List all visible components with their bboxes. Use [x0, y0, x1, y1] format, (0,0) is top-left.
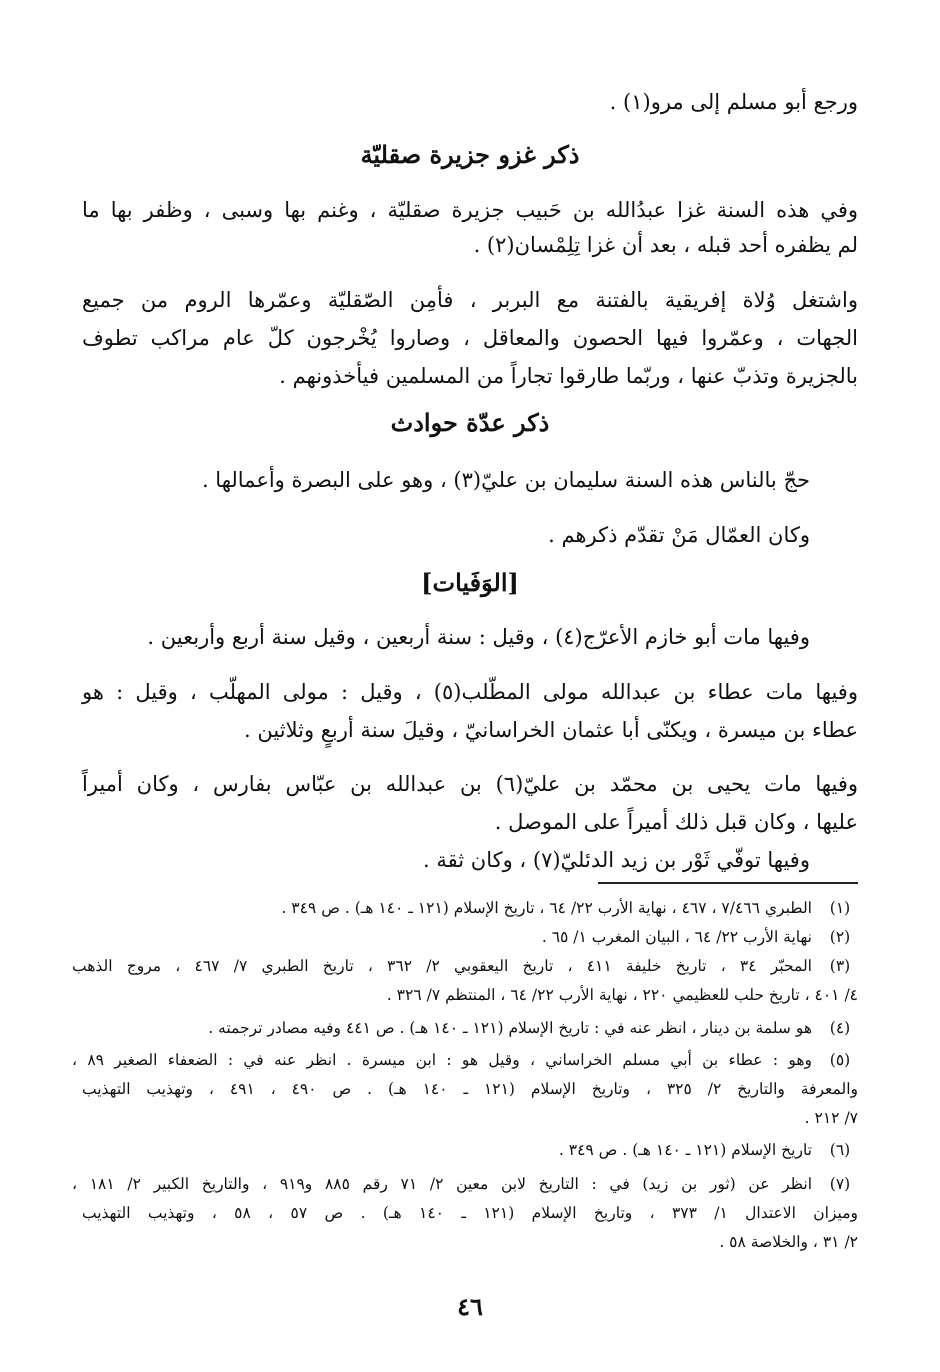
paragraph-line: عليها ، وكان قبل ذلك أميراً على الموصل .	[494, 810, 858, 834]
footnote-number: (٥)	[829, 1051, 851, 1069]
footnote-number: (٧)	[829, 1175, 851, 1193]
paragraph-line: عطاء بن ميسرة ، ويكنّى أبا عثمان الخراسانيّ ، وقيلَ سنة أربعٍ وثلاثين .	[244, 718, 858, 742]
paragraph-line: وفيها مات عطاء بن عبدالله مولى المطّلب(٥) ، وقيل : مولى المهلّب ، وقيل : هو	[82, 680, 858, 704]
paragraph-line: لم يظفره أحد قبله ، بعد أن غزا تِلِمْسان(٢) .	[473, 233, 858, 257]
paragraph-line: وفيها مات يحيى بن محمّد بن عليّ(٦) بن عبدالله بن عبّاس بفارس ، وكان أميراً	[82, 772, 858, 796]
footnote-line: ٤/ ٤٠١ ، تاريخ حلب للعظيمي ٢٢٠ ، نهاية الأرب ٢٢/ ٦٤ ، المنتظم ٧/ ٣٢٦ .	[386, 986, 858, 1004]
footnote-line: والمعرفة والتاريخ ٢/ ٣٢٥ ، وتاريخ الإسلام (١٢١ ـ ١٤٠ هـ) . ص ٤٩٠ ، ٤٩١ ، وتهذيب التهذيب	[82, 1080, 859, 1098]
footnote-line: وميزان الاعتدال ١/ ٣٧٣ ، وتاريخ الإسلام (١٢١ ـ ١٤٠ هـ) . ص ٥٧ ، ٥٨ ، وتهذيب التهذيب	[82, 1204, 858, 1222]
footnote-line: وهو : عطاء بن أبي مسلم الخراساني ، وقيل هو : ابن ميسرة . انظر عنه في : الضعفاء الصغير ٨٩ ،	[72, 1051, 812, 1069]
section-heading-deaths: [الوَفَيات]	[421, 568, 519, 597]
footnote-line: انظر عن (ثور بن زيد) في : التاريخ لابن معين ٢/ ٧١ رقم ٨٨٥ و٩١٩ ، والتاريخ الكبير ٢/ ١٨١ ،	[72, 1175, 812, 1193]
page-number: ٤٦	[457, 1292, 483, 1321]
intro-line: ورجع أبو مسلم إلى مرو(١) .	[609, 90, 858, 114]
footnote-number: (١)	[829, 899, 851, 917]
footnote-line: المحبّر ٣٤ ، تاريخ خليفة ٤١١ ، تاريخ اليعقوبي ٢/ ٣٦٢ ، تاريخ الطبري ٧/ ٤٦٧ ، مروج الذهب	[72, 957, 812, 975]
section-heading-sicily: ذكر غزو جزيرة صقليّة	[360, 140, 580, 169]
paragraph-line: وفيها توفّي ثَوْر بن زيد الدئليّ(٧) ، وكان ثقة .	[423, 848, 810, 872]
footnote-number: (٢)	[829, 928, 851, 946]
footnote-line: تاريخ الإسلام (١٢١ ـ ١٤٠ هـ) . ص ٣٤٩ .	[558, 1141, 812, 1159]
section-heading-events: ذكر عدّة حوادث	[390, 408, 550, 437]
paragraph-line: حجّ بالناس هذه السنة سليمان بن عليّ(٣) ، وهو على البصرة وأعمالها .	[201, 468, 810, 492]
paragraph-line: بالجزيرة وتذبّ عنها ، وربّما طارقوا تجاراً من المسلمين فيأخذونهم .	[279, 364, 858, 388]
footnote-line: نهاية الأرب ٢٢/ ٦٤ ، البيان المغرب ١/ ٦٥ .	[541, 928, 812, 946]
paragraph-line: وكان العمّال مَنْ تقدّم ذكرهم .	[548, 523, 810, 547]
footnote-number: (٤)	[829, 1019, 851, 1037]
paragraph-line: واشتغل وُلاة إفريقية بالفتنة مع البربر ، فأمِن الصّقليّة وعمّرها الروم من جميع	[82, 288, 858, 312]
footnote-line: هو سلمة بن دينار ، انظر عنه في : تاريخ الإسلام (١٢١ ـ ١٤٠ هـ) . ص ٤٤١ وفيه مصادر ترجمته .	[208, 1019, 812, 1037]
footnote-number: (٦)	[829, 1141, 851, 1159]
footnote-separator	[598, 882, 858, 884]
footnote-line: ٢/ ٣١ ، والخلاصة ٥٨ .	[719, 1233, 858, 1251]
footnote-number: (٣)	[829, 957, 851, 975]
footnote-line: الطبري ٧/٤٦٦ ، ٤٦٧ ، نهاية الأرب ٢٢/ ٦٤ ، تاريخ الإسلام (١٢١ ـ ١٤٠ هـ) . ص ٣٤٩ .	[281, 899, 812, 917]
paragraph-line: وفي هذه السنة غزا عبدُالله بن حَبيب جزيرة صقليّة ، وغنم بها وسبى ، وظفر بها ما	[82, 198, 858, 222]
footnote-line: ٧/ ٢١٢ .	[804, 1109, 858, 1127]
paragraph-line: وفيها مات أبو خازم الأعرّج(٤) ، وقيل : سنة أربعين ، وقيل سنة أربع وأربعين .	[147, 625, 810, 649]
paragraph-line: الجهات ، وعمّروا فيها الحصون والمعاقل ، وصاروا يُخْرجون كلّ عام مراكب تطوف	[82, 326, 858, 350]
